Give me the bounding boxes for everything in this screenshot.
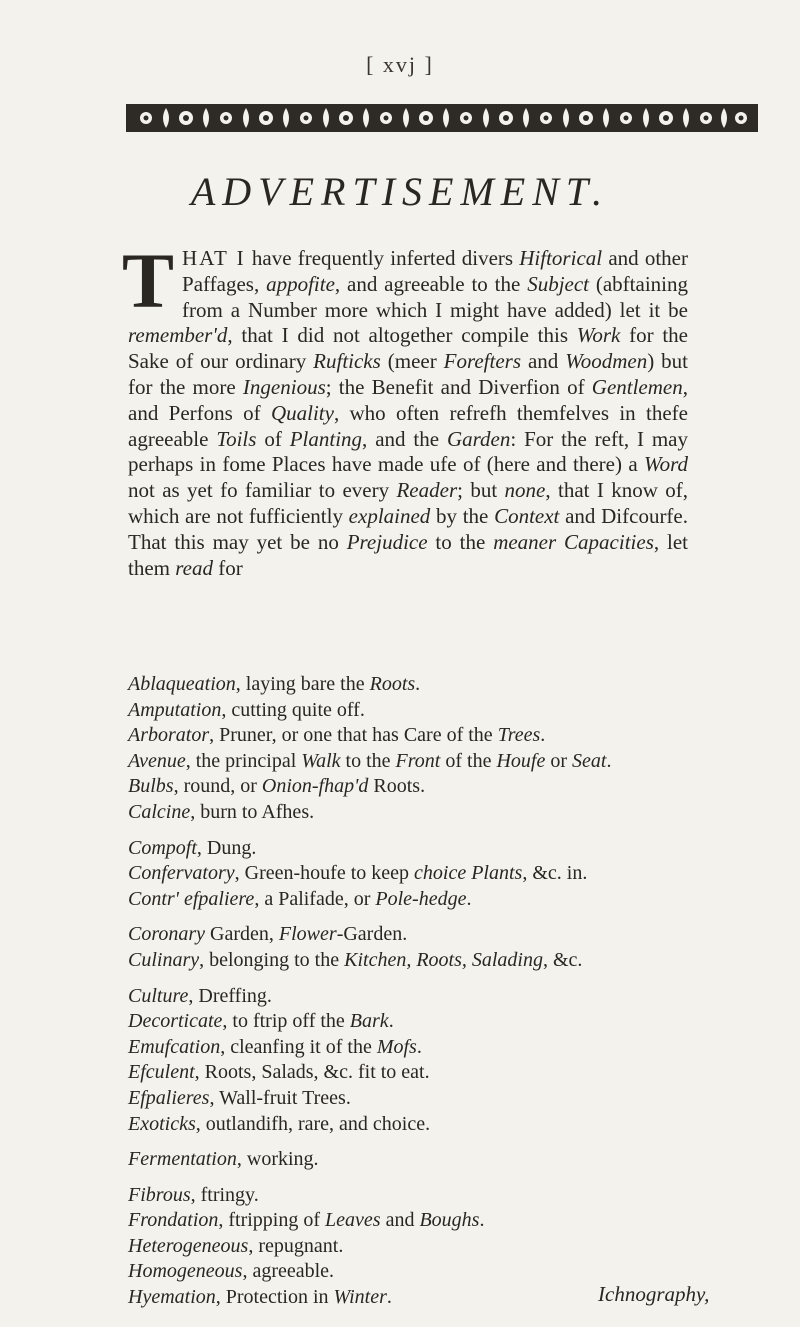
glossary-entry: Avenue, the principal Walk to the Front of the Houfe or Seat. bbox=[128, 749, 612, 772]
glossary-entry: Exoticks, outlandifh, rare, and choice. bbox=[128, 1112, 431, 1135]
glossary-entry: Hyemation, Protection in Winter. bbox=[128, 1286, 392, 1309]
glossary-entry: Compoft, Dung. bbox=[128, 836, 257, 859]
glossary-entry: Bulbs, round, or Onion-fhap'd Roots. bbox=[128, 775, 426, 798]
glossary-entry: Homogeneous, agreeable. bbox=[128, 1260, 335, 1283]
glossary-entry: Efculent, Roots, Salads, &c. fit to eat. bbox=[128, 1061, 430, 1084]
glossary-list bbox=[128, 672, 708, 1311]
glossary-entry: Culture, Dreffing. bbox=[128, 984, 272, 1007]
glossary-entry: Arborator, Pruner, or one that has Care of the Trees. bbox=[128, 724, 546, 747]
glossary-entry: Calcine, burn to Afhes. bbox=[128, 800, 315, 823]
intro-paragraph: THAT I have frequently inferted divers Hiftorical and other Paffages, appofite, and agreeable to the Subject (abftaining from a Number more which I might have added) let it be remember'd, that I did not altogether compile this Work for the Sake of our ordinary Rufticks (meer Forefters and Woodmen) but for the more Ingenious; the Benefit and Diverfion of Gentlemen, and Perfons of Quality, who often refrefh themfelves in thefe agreeable Toils of Planting, and the Garden: For the reft, I may perhaps in fome Places have made ufe of (here and there) a Word not as yet fo familiar to every Reader; but none, that I know of, which are not fufficiently explained by the Context and Difcourfe. That this may yet be no Prejudice to the meaner Capacities, let them read for bbox=[122, 237, 689, 580]
ornament-icon bbox=[126, 102, 758, 134]
glossary-entry: Fibrous, ftringy. bbox=[128, 1183, 259, 1206]
glossary-entry: Efpalieres, Wall-fruit Trees. bbox=[128, 1086, 351, 1109]
glossary-entry: Frondation, ftripping of Leaves and Boughs. bbox=[128, 1209, 485, 1232]
glossary-entry: Decorticate, to ftrip off the Bark. bbox=[128, 1010, 394, 1033]
glossary-entry: Culinary, belonging to the Kitchen, Roots, Salading, &c. bbox=[128, 948, 583, 971]
glossary-entry: Coronary Garden, Flower-Garden. bbox=[128, 923, 408, 946]
glossary-entry: Heterogeneous, repugnant. bbox=[128, 1234, 344, 1257]
glossary-entry: Fermentation, working. bbox=[128, 1148, 319, 1171]
glossary-entry: Contr' efpaliere, a Palifade, or Pole-hedge. bbox=[128, 887, 472, 910]
glossary-entry: Ablaqueation, laying bare the Roots. bbox=[128, 673, 421, 695]
page-title: ADVERTISEMENT. bbox=[190, 169, 610, 214]
page-number: [ xvj ] bbox=[366, 52, 434, 77]
drop-cap: T bbox=[122, 237, 175, 324]
glossary-entry: Confervatory, Green-houfe to keep choice Plants, &c. in. bbox=[128, 862, 588, 885]
catchword: Ichnography, bbox=[598, 1282, 710, 1306]
glossary-entry: Emufcation, cleanfing it of the Mofs. bbox=[128, 1035, 422, 1058]
glossary-entry: Amputation, cutting quite off. bbox=[128, 698, 365, 721]
